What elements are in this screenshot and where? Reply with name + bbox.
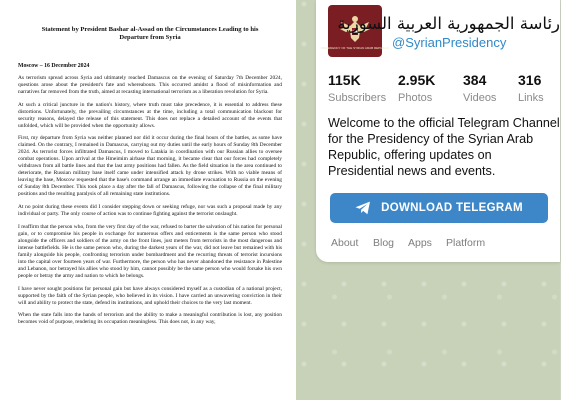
link-platform[interactable]: Platform — [446, 237, 486, 249]
stat-label: Links — [518, 92, 544, 104]
document-paragraph: As terrorism spread across Syria and ultimately reached Damascus on the evening of Saturday 7th December 2024, questions arose about the president's fate and whereabouts. This occurred amidst a flood of misinformation and narratives far removed from the truth, aimed at recasting international terrorism as a liberation revolution for Syria. — [18, 74, 282, 95]
telegram-channel-panel — [296, 0, 560, 400]
link-blog[interactable]: Blog — [373, 237, 395, 249]
avatar-caption: PRESIDENCY OF THE SYRIAN ARAB REPUBLIC — [321, 45, 389, 50]
stat-label: Videos — [463, 92, 497, 104]
stat-value: 384 — [463, 72, 487, 88]
stat-value: 2.95K — [398, 72, 436, 88]
stat-value: 115K — [328, 72, 361, 88]
document-paragraph: At such a critical juncture in the nation's history, where truth must take precedence, it is essential to address these distortions. Unfortunately, the prevailing circumstances at the time, including a total communication blackout for security reasons, delayed the release of this statement. This does not replace a detailed account of the events that unfolded, which will be provided when the opportunity allows. — [18, 101, 282, 129]
document-date: Moscow – 16 December 2024 — [18, 62, 90, 69]
document-paragraph: First, my departure from Syria was neither planned nor did it occur during the final hours of the battles, as some have claimed. On the contrary, I remained in Damascus, carrying out my duties until the early hours of Sunday 8th December 2024. As terrorist forces infiltrated Damascus, I moved to Latakia in coordination with our Russian allies to oversee combat operations. Upon arrival at the Hmeimim airbase that morning, it became clear that our forces had completely withdrawn from all battle lines and that the last army positions had fallen. As the field situation in the area continued to deteriorate, the Russian military base itself came under intensified attack by drone strikes. With no viable means of leaving the base, Moscow requested that the base's command arrange an immediate evacuation to Russia on the evening of Sunday 8th December. This took place a day after the fall of Damascus, following the collapse of the final military positions and the resulting paralysis of all remaining state institutions. — [18, 135, 282, 198]
channel-description: Welcome to the official Telegram Channel for the Presidency of the Syrian Arab Republic, offering updates on Presidential news and events. — [328, 116, 560, 178]
stat-label: Photos — [398, 92, 433, 104]
document-paragraph: I reaffirm that the person who, from the very first day of the war, refused to barter the salvation of his nation for personal gain, or to compromise his people in exchange for numerous offers and enticements is the same person who stood alongside the officers and soldiers of the army on the front lines, just meters from terrorists in the most dangerous and intense battlefields. He is the same person who, during the darkest years of the war, did not leave but remained with his family alongside his people, confronting terrorism under bombardment and the recurring threats of terrorist incursions into the capital over fourteen years of war. Furthermore, the person who has never abandoned the resistance in Palestine and Lebanon, nor betrayed his allies who stood by him, cannot possibly be the same person who would forsake his own people or betray the army and nation to which he belongs. — [18, 223, 282, 279]
channel-name: رئاسة الجمهورية العربية السورية — [337, 14, 560, 33]
link-about[interactable]: About — [331, 237, 359, 249]
document-paragraph: At no point during these events did I consider stepping down or seeking refuge, nor was such a proposal made by any individual or party. The only course of action was to continue fighting against the terrorist onslaught. — [18, 204, 282, 218]
stat-subscribers — [328, 72, 386, 105]
footer-links — [331, 237, 561, 251]
download-telegram-label: DOWNLOAD TELEGRAM — [381, 202, 523, 214]
stat-links[interactable] — [518, 72, 544, 105]
stat-value: 316 — [518, 72, 542, 88]
stat-photos[interactable] — [398, 72, 435, 105]
link-apps[interactable]: Apps — [408, 237, 432, 249]
document-paragraph: I have never sought positions for personal gain but have always considered myself as a custodian of a national project, supported by the faith of the Syrian people, who believed in its vision. I have carried an unwavering conviction in their will and ability to protect the state, defend its institutions, and uphold their choices to the very last moment. — [18, 285, 282, 306]
stat-videos[interactable] — [463, 72, 496, 105]
document-paragraph: When the state falls into the hands of terrorism and the ability to make a meaningful contribution is lost, any position becomes void of purpose, rendering its occupation meaningless. This does not, in any way, — [18, 312, 282, 326]
document-title: Statement by President Bashar al-Assad on the Circumstances Leading to his Departure from Syria — [41, 26, 259, 42]
telegram-plane-icon — [355, 201, 371, 215]
channel-stats — [328, 72, 560, 106]
stat-label: Subscribers — [328, 92, 387, 104]
download-telegram-button[interactable] — [330, 193, 548, 223]
channel-handle-link[interactable]: @SyrianPresidency — [392, 35, 507, 50]
